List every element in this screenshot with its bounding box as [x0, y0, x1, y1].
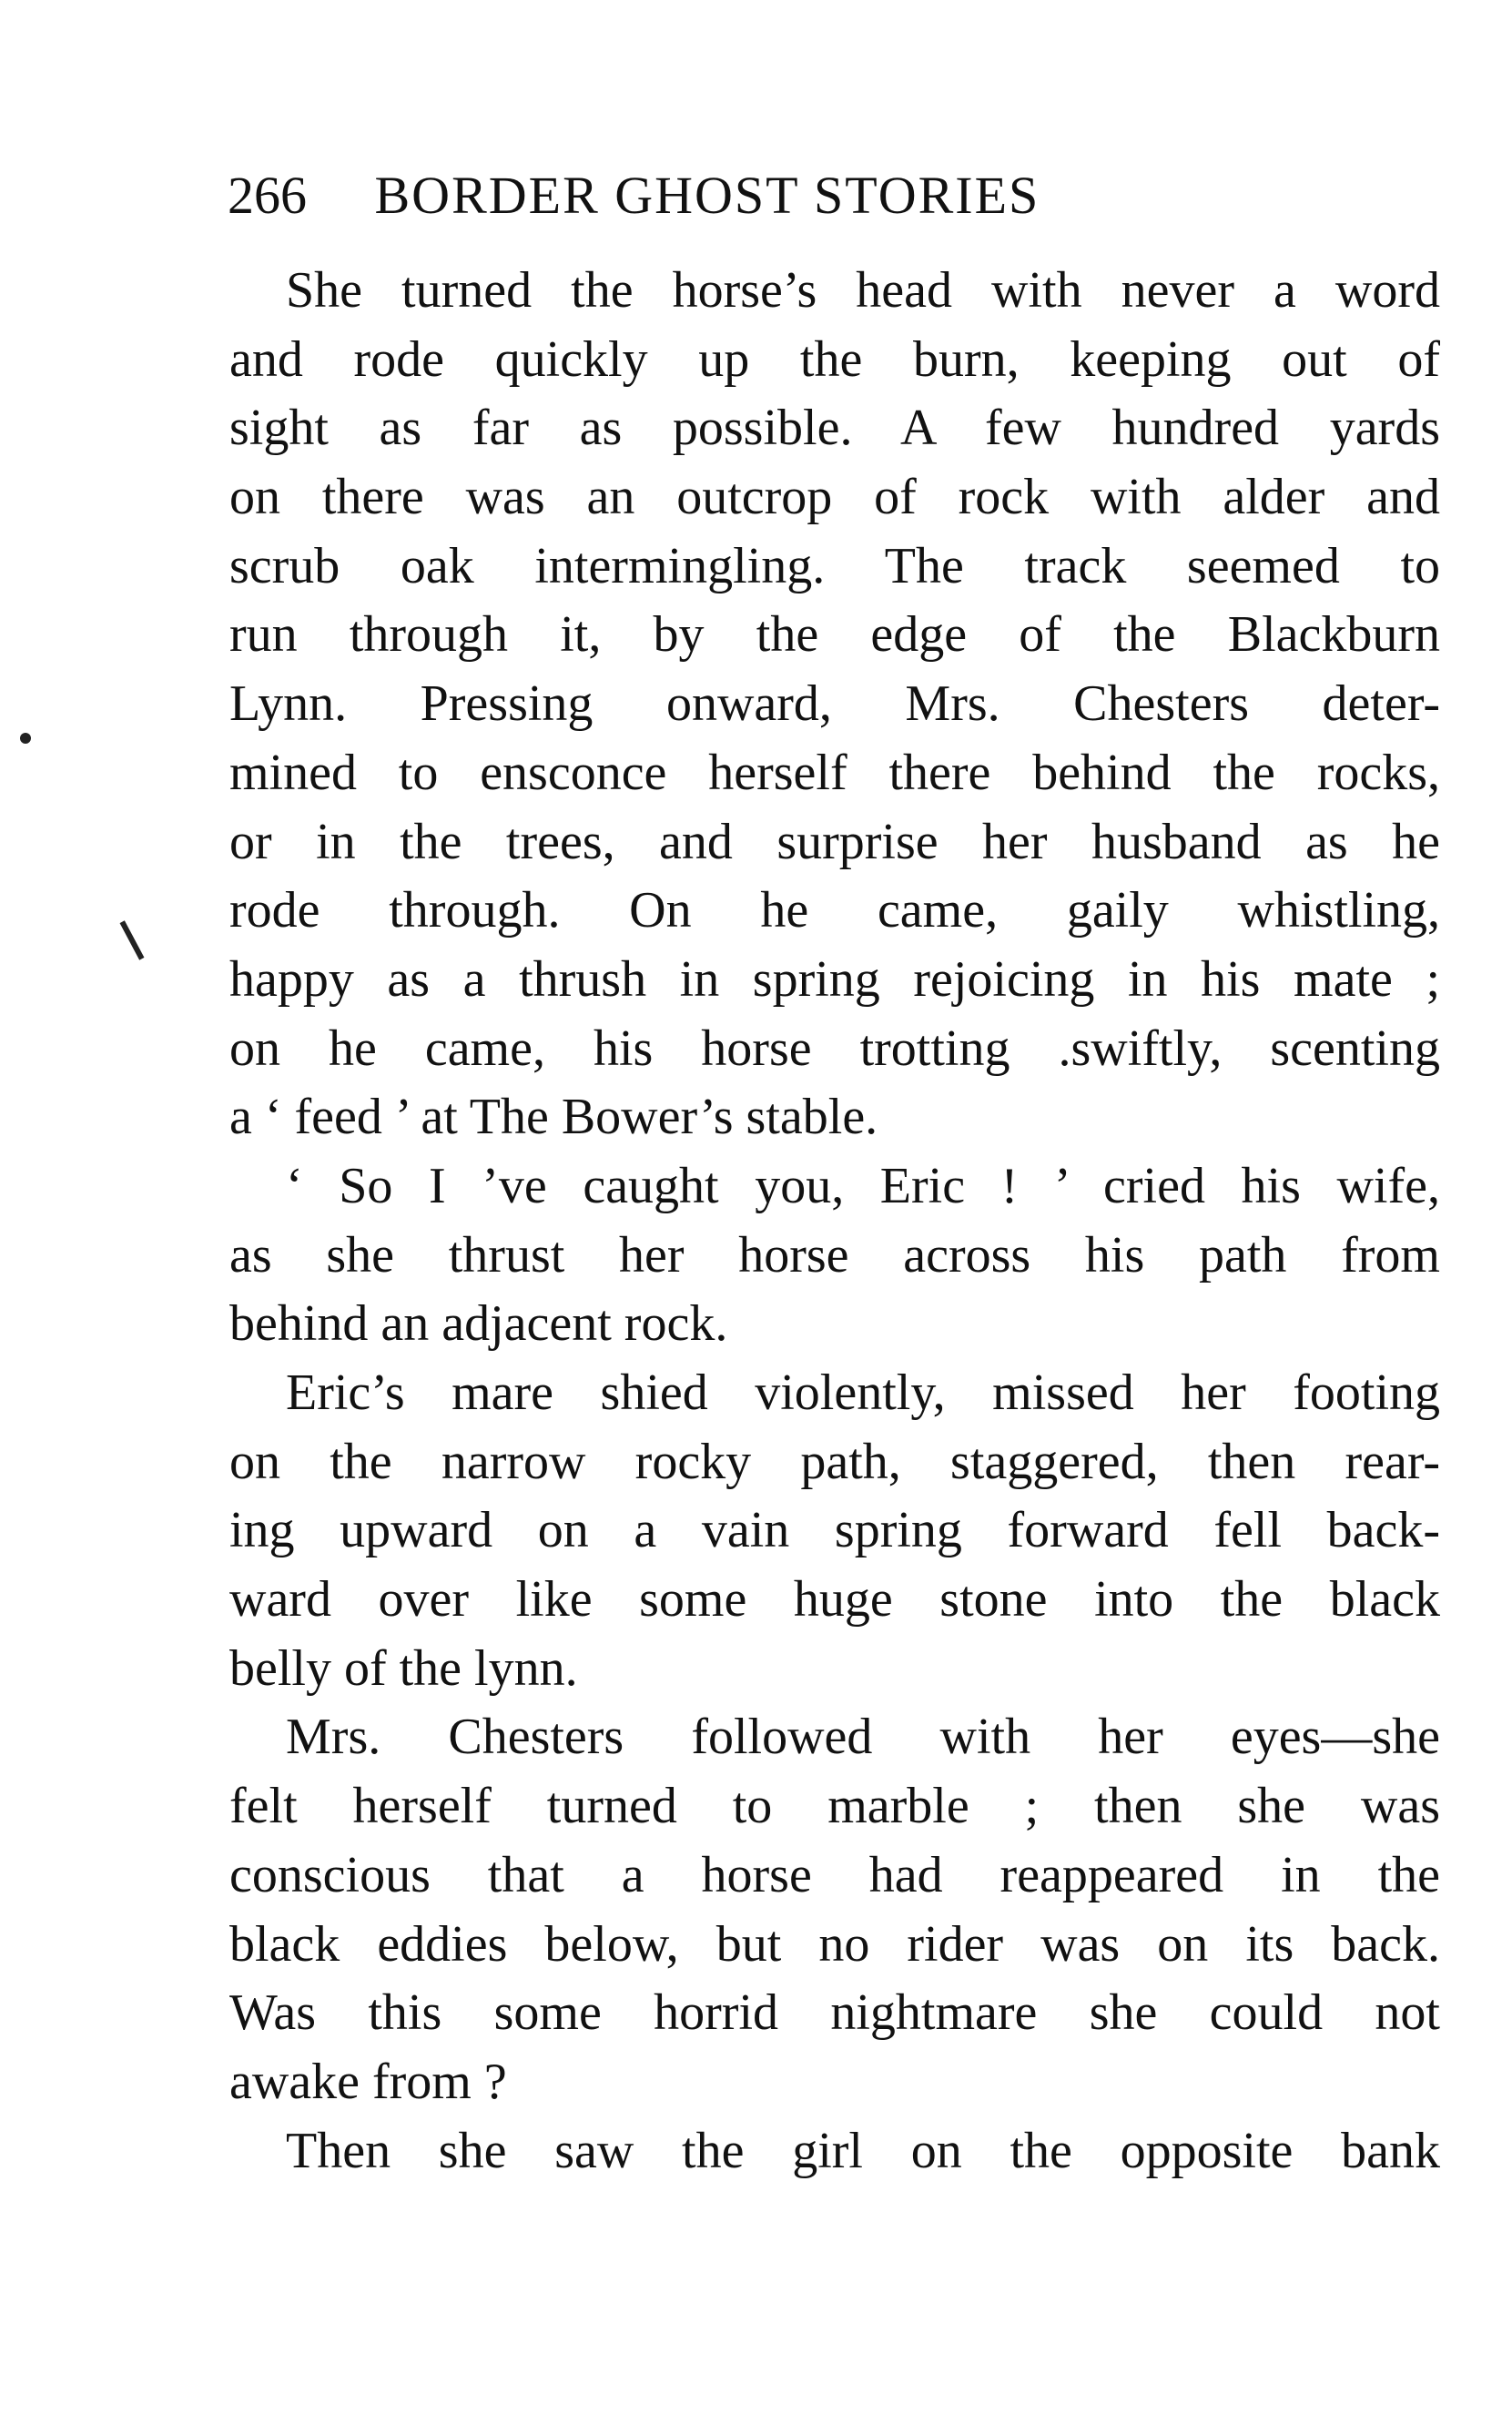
- text-line: on he came, his horse trotting .swiftly, scenting: [229, 1020, 1440, 1077]
- text-line: on there was an outcrop of rock with alder and: [229, 469, 1440, 526]
- text-line: belly of the lynn.: [229, 1639, 578, 1697]
- text-line: conscious that a horse had reappeared in the: [229, 1846, 1440, 1903]
- text-line: Lynn. Pressing onward, Mrs. Chesters deter-: [229, 675, 1440, 733]
- text-line: ward over like some huge stone into the black: [229, 1571, 1440, 1628]
- text-line: mined to ensconce herself there behind the rocks,: [229, 744, 1440, 801]
- text-line: rode through. On he came, gaily whistling,: [229, 882, 1440, 939]
- text-line: ing upward on a vain spring forward fell back-: [229, 1502, 1440, 1559]
- text-line: Was this some horrid nightmare she could not: [229, 1984, 1440, 2042]
- text-line: and rode quickly up the burn, keeping out of: [229, 330, 1440, 388]
- stray-slash-mark: [120, 920, 145, 959]
- text-line: scrub oak intermingling. The track seemed to: [229, 537, 1440, 594]
- text-line: on the narrow rocky path, staggered, then rear-: [229, 1433, 1440, 1490]
- text-line: ‘ So I ’ve caught you, Eric ! ’ cried his wife,: [286, 1157, 1440, 1214]
- text-line: happy as a thrush in spring rejoicing in his mate ;: [229, 950, 1440, 1008]
- running-title: BORDER GHOST STORIES: [374, 166, 1040, 225]
- text-line: or in the trees, and surprise her husband as he: [229, 813, 1440, 870]
- text-line: Mrs. Chesters followed with her eyes—she: [286, 1709, 1440, 1766]
- text-line: Then she saw the girl on the opposite bank: [286, 2122, 1440, 2179]
- text-line: behind an adjacent rock.: [229, 1295, 728, 1353]
- running-head: [228, 164, 1429, 228]
- text-line: awake from ?: [229, 2053, 507, 2110]
- text-line: sight as far as possible. A few hundred yards: [229, 400, 1440, 457]
- page-number: 266: [228, 166, 307, 225]
- text-line: Eric’s mare shied violently, missed her footing: [286, 1365, 1440, 1421]
- text-line: felt herself turned to marble ; then she was: [229, 1778, 1440, 1835]
- text-line: She turned the horse’s head with never a word: [286, 262, 1440, 319]
- stray-dot-mark: [20, 733, 31, 744]
- text-line: as she thrust her horse across his path from: [229, 1226, 1440, 1283]
- text-line: black eddies below, but no rider was on its back.: [229, 1915, 1440, 1973]
- text-line: run through it, by the edge of the Blackburn: [229, 606, 1440, 664]
- text-line: a ‘ feed ’ at The Bower’s stable.: [229, 1089, 878, 1146]
- body-text: [229, 257, 1440, 2186]
